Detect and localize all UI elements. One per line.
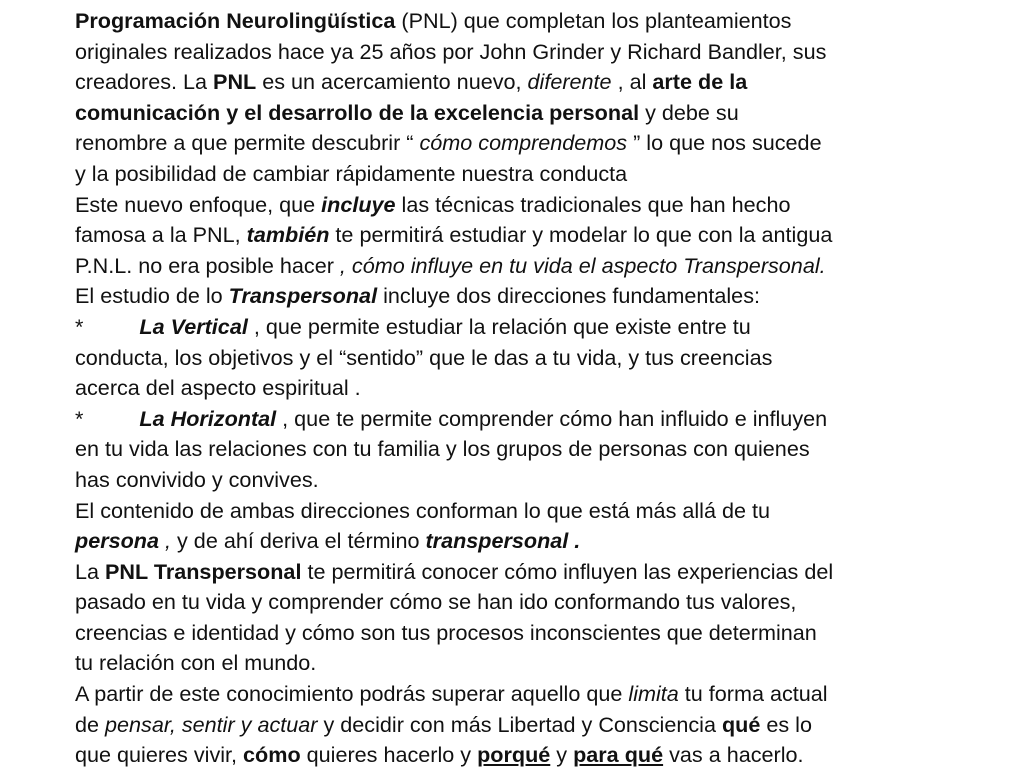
- text-run: creadores. La: [75, 69, 214, 95]
- text-run: La Vertical: [139, 313, 248, 339]
- text-run: y decidir con más Libertad y Consciencia: [317, 711, 722, 737]
- text-run: conducta, los objetivos y el “sentido” que le das a tu vida, y tus creencias: [75, 344, 773, 370]
- text-run: P.N.L. no era posible hacer: [75, 252, 340, 278]
- text-line: [75, 67, 995, 98]
- text-line: [75, 220, 995, 251]
- text-line: [75, 6, 995, 37]
- text-run: en tu vida las relaciones con tu familia y los grupos de personas con quienes: [75, 436, 810, 462]
- text-run: ” lo que nos sucede: [627, 130, 822, 156]
- text-run: originales realizados hace ya 25 años por John Grinder y Richard Bandler, sus: [75, 38, 827, 64]
- text-run: es un acercamiento nuevo,: [256, 69, 528, 95]
- text-run: te permitirá conocer cómo influyen las experiencias del: [301, 558, 834, 584]
- text-run: que quieres vivir,: [75, 742, 244, 768]
- text-run: A partir de este conocimiento podrás superar aquello que: [75, 681, 629, 707]
- text-run: La: [75, 558, 106, 584]
- text-run: famosa a la PNL,: [75, 222, 247, 248]
- text-line: [75, 343, 995, 374]
- text-run: (PNL) que completan los planteamientos: [395, 8, 792, 33]
- text-run: PNL Transpersonal: [105, 558, 302, 584]
- text-line: [75, 465, 995, 496]
- text-run: comunicación y el desarrollo de la excelencia personal: [75, 99, 640, 125]
- text-line: [75, 526, 995, 557]
- text-line: [75, 740, 995, 771]
- text-line: [75, 251, 995, 282]
- text-run: arte de la: [652, 69, 748, 95]
- text-line: [75, 373, 995, 404]
- text-run: renombre a que permite descubrir “: [75, 130, 420, 156]
- text-run: ,: [159, 528, 178, 554]
- text-line: [75, 710, 995, 741]
- text-run: , que te permite comprender cómo han influido e influyen: [276, 405, 828, 431]
- text-run: transpersonal .: [425, 528, 581, 554]
- text-run: El estudio de lo: [75, 283, 229, 309]
- text-run: quieres hacerlo y: [300, 742, 478, 768]
- text-run: porqué: [477, 742, 551, 768]
- text-run: cómo comprendemos: [419, 130, 628, 156]
- text-run: diferente: [527, 69, 612, 95]
- text-line: [75, 587, 995, 618]
- text-run: te permitirá estudiar y modelar lo que con la antigua: [329, 222, 833, 248]
- text-run: Programación Neurolingüística: [75, 8, 396, 33]
- text-run: *: [75, 405, 84, 431]
- text-line: [75, 98, 995, 129]
- text-run: para qué: [573, 742, 664, 768]
- text-line: [75, 312, 995, 343]
- text-line: [75, 618, 995, 649]
- text-run: El contenido de ambas direcciones conforman lo que está más allá de tu: [75, 497, 771, 523]
- text-run: persona: [75, 528, 160, 554]
- text-run: las técnicas tradicionales que han hecho: [395, 191, 791, 217]
- text-run: es lo: [760, 711, 812, 737]
- text-run: , cómo influye en tu vida el aspecto Transpersonal.: [339, 252, 826, 278]
- text-run: y la posibilidad de cambiar rápidamente nuestra conducta: [75, 160, 628, 186]
- text-line: [75, 37, 995, 68]
- text-run: incluye dos direcciones fundamentales:: [377, 283, 760, 309]
- text-run: pensar, sentir y actuar: [105, 711, 318, 737]
- text-run: tu forma actual: [678, 681, 828, 707]
- text-line: [75, 404, 995, 435]
- text-line: [75, 281, 995, 312]
- text-run: *: [75, 313, 84, 339]
- text-line: [75, 434, 995, 465]
- text-line: [75, 190, 995, 221]
- text-run: también: [246, 222, 330, 248]
- text-run: y: [550, 742, 574, 768]
- text-run: , que permite estudiar la relación que existe entre tu: [247, 313, 751, 339]
- text-run: tu relación con el mundo.: [75, 650, 317, 676]
- text-run: pasado en tu vida y comprender cómo se han ido conformando tus valores,: [75, 589, 797, 615]
- text-run: La Horizontal: [139, 405, 277, 431]
- text-run: de: [75, 711, 106, 737]
- text-run: limita: [628, 681, 679, 707]
- text-run: Transpersonal: [228, 283, 378, 309]
- text-run: y de ahí deriva el término: [177, 528, 426, 554]
- text-run: acerca del aspecto espiritual .: [75, 375, 361, 401]
- text-line: [75, 159, 995, 190]
- text-run: , al: [611, 69, 653, 95]
- text-run: cómo: [243, 742, 301, 768]
- text-run: incluye: [321, 191, 396, 217]
- text-line: [75, 679, 995, 710]
- text-run: y debe su: [639, 99, 739, 125]
- text-run: Este nuevo enfoque, que: [75, 191, 322, 217]
- text-run: creencias e identidad y cómo son tus procesos inconscientes que determinan: [75, 619, 817, 645]
- text-line: [75, 128, 995, 159]
- text-run: vas a hacerlo.: [663, 742, 804, 768]
- text-run: PNL: [213, 69, 257, 95]
- text-run: qué: [721, 711, 761, 737]
- text-run: has convivido y convives.: [75, 466, 319, 492]
- text-line: [75, 496, 995, 527]
- text-line: [75, 648, 995, 679]
- text-line: [75, 557, 995, 588]
- slide-body-text: [75, 6, 995, 771]
